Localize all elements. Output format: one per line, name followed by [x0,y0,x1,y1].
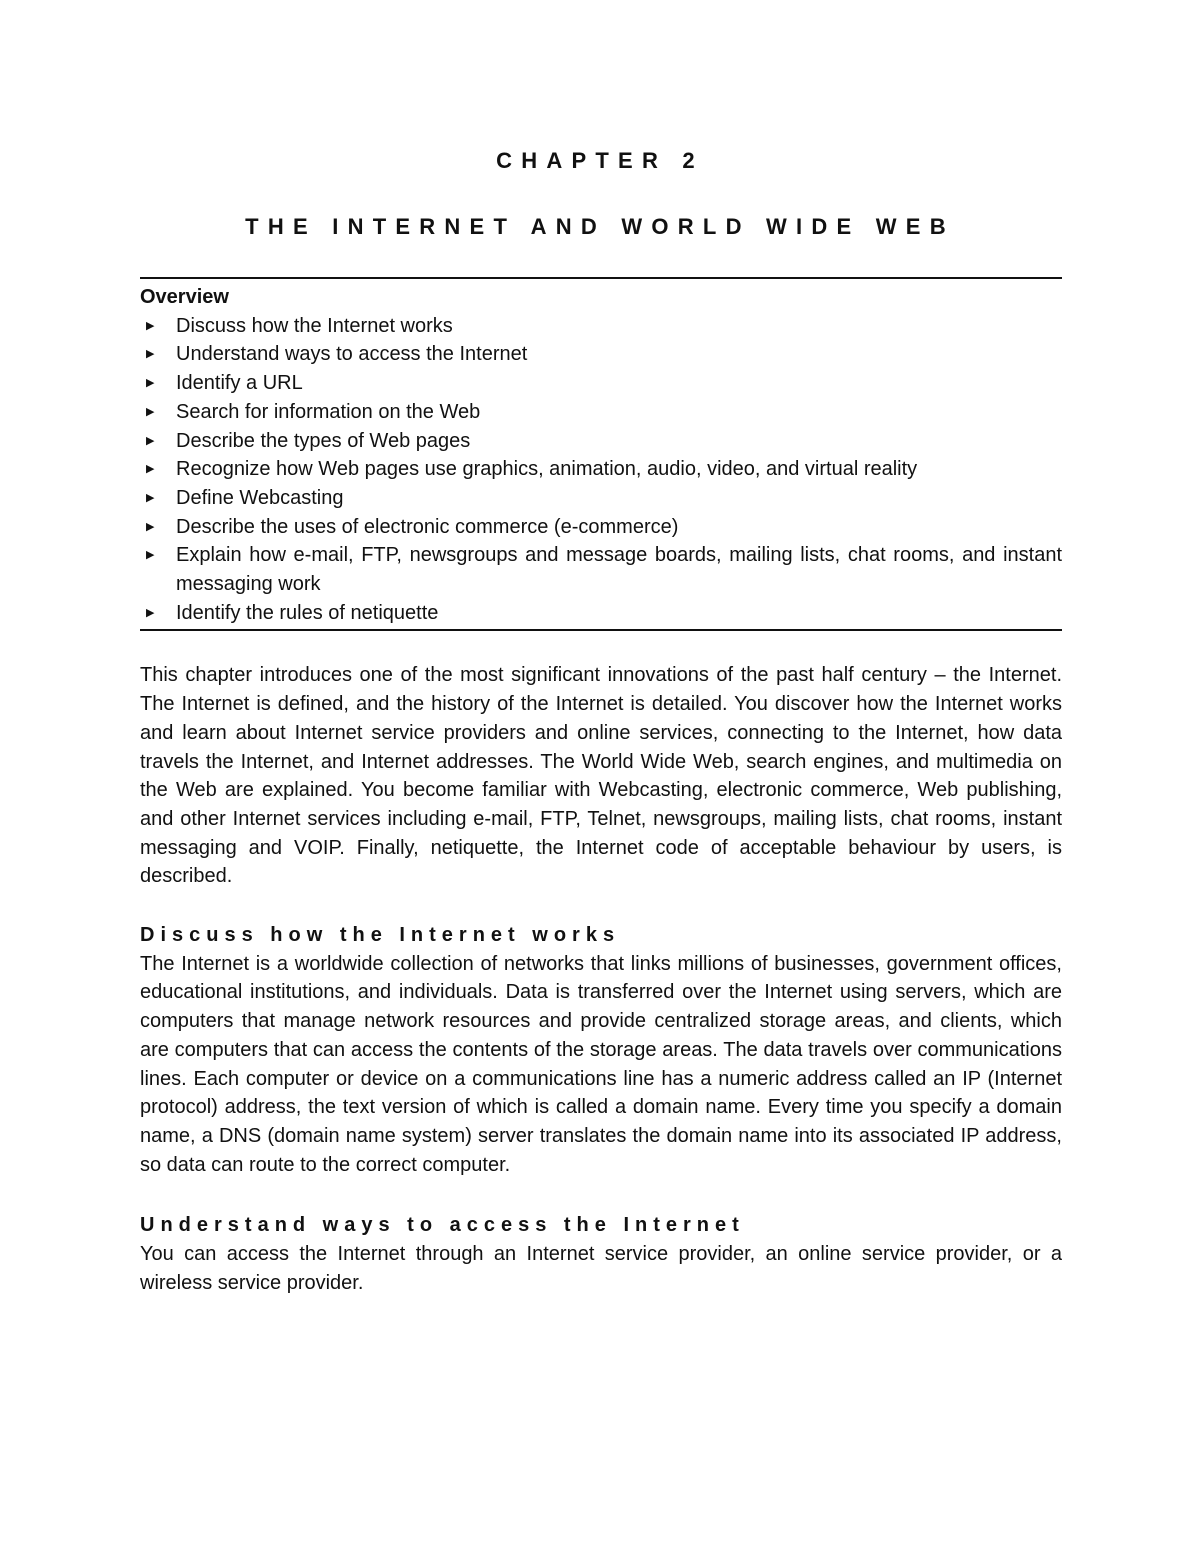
objectives-list [140,312,1062,628]
triangle-bullet-icon: ▶ [146,348,155,361]
triangle-bullet-icon: ▶ [146,377,155,390]
list-item [140,455,1062,484]
section-access-internet [140,1211,1062,1297]
chapter-label: CHAPTER 2 [496,148,704,173]
list-item-text: Search for information on the Web [176,400,481,423]
list-item [140,427,1062,456]
triangle-bullet-icon: ▶ [146,520,155,533]
triangle-bullet-icon: ▶ [146,606,155,619]
section-internet-works [140,921,1062,1179]
list-item-text: Describe the uses of electronic commerce (e-commerce) [176,515,679,538]
section-paragraph: The Internet is a worldwide collection of networks that links millions of businesses, government offices, educational institutions, and individuals. Data is transferred over the Internet using servers, which are computers that manage network resources and provide centralized storage areas, and clients, which are computers that can access the contents of the storage areas. The data travels over communications lines. Each computer or device on a communications line has a numeric address called an IP (Internet protocol) address, the text version of which is called a domain name. Every time you specify a domain name, a DNS (domain name system) server translates the domain name into its associated IP address, so data can route to the correct computer. [140,952,1062,1176]
overview-box [140,277,1062,631]
list-item [140,513,1062,542]
intro-paragraph: This chapter introduces one of the most significant innovations of the past half century – the Internet. The Internet is defined, and the history of the Internet is detailed. You discover how the Internet works and learn about Internet service providers and online services, connecting to the Internet, how data travels the Internet, and Internet addresses. The World Wide Web, search engines, and multimedia on the Web are explained. You become familiar with Webcasting, electronic commerce, Web publishing, and other Internet services including e-mail, FTP, Telnet, newsgroups, mailing lists, chat rooms, instant messaging and VOIP. Finally, netiquette, the Internet code of acceptable behaviour by users, is described. [140,664,1062,888]
section-paragraph: You can access the Internet through an Internet service provider, an online service provider, or a wireless service provider. [140,1243,1062,1294]
list-item-text: Identify a URL [176,372,303,395]
list-item [140,369,1062,398]
list-item-text: Explain how e-mail, FTP, newsgroups and message boards, mailing lists, chat rooms, and instant messaging work [176,544,1062,596]
list-item-text: Recognize how Web pages use graphics, animation, audio, video, and virtual reality [176,458,918,481]
list-item [140,340,1062,369]
triangle-bullet-icon: ▶ [146,463,155,476]
list-item [140,599,1062,628]
list-item [140,541,1062,598]
list-item-text: Define Webcasting [176,486,344,509]
list-item [140,312,1062,341]
list-item-text: Understand ways to access the Internet [176,343,528,366]
list-item [140,484,1062,513]
list-item-text: Describe the types of Web pages [176,429,471,452]
list-item-text: Discuss how the Internet works [176,314,453,337]
triangle-bullet-icon: ▶ [146,434,155,447]
triangle-bullet-icon: ▶ [146,319,155,332]
overview-heading: Overview [140,286,229,308]
section-heading: Discuss how the Internet works [140,924,621,947]
page-content [140,277,1062,1298]
chapter-title: THE INTERNET AND WORLD WIDE WEB [245,214,955,239]
list-item-text: Identify the rules of netiquette [176,601,439,624]
triangle-bullet-icon: ▶ [146,405,155,418]
triangle-bullet-icon: ▶ [146,491,155,504]
list-item [140,398,1062,427]
section-heading: Understand ways to access the Internet [140,1214,745,1237]
triangle-bullet-icon: ▶ [146,549,155,562]
